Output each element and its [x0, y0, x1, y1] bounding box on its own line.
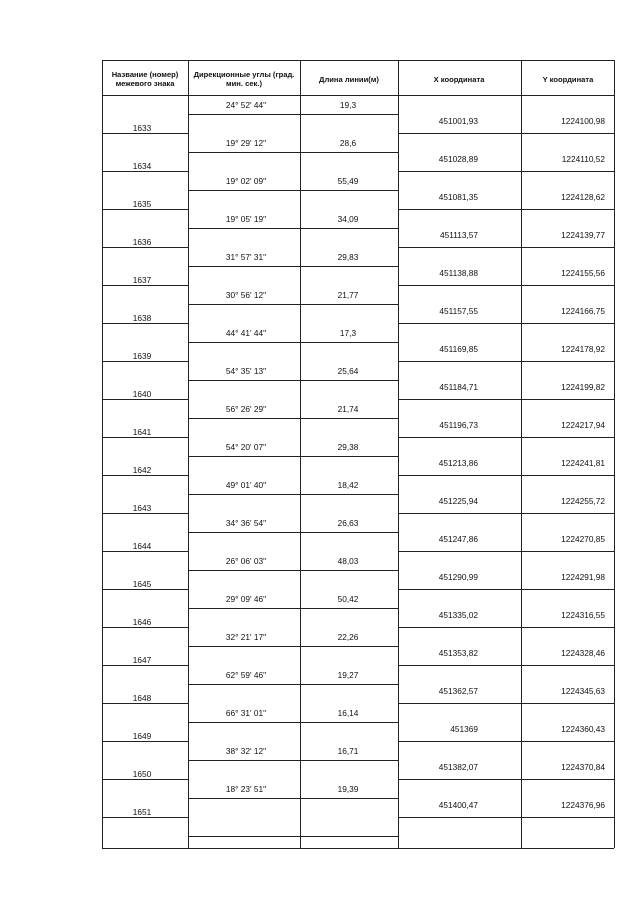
- name-row-divider: [102, 627, 188, 628]
- name-row-divider: [102, 285, 188, 286]
- line-angle: 54° 20' 07": [225, 442, 267, 452]
- xy-row-divider: [398, 513, 614, 514]
- point-y: 1224217,94: [561, 420, 605, 430]
- point-y: 1224376,96: [561, 800, 605, 810]
- header-angle: Дирекционные углы (град. мин. сек.): [193, 70, 295, 88]
- xy-row-divider: [398, 665, 614, 666]
- line-angle: 26° 06' 03": [225, 556, 267, 566]
- point-y: 1224139,77: [561, 230, 605, 240]
- name-row-divider: [102, 817, 188, 818]
- line-row-divider: [188, 646, 398, 647]
- line-length: 16,71: [337, 746, 359, 756]
- line-angle: 18° 23' 51": [225, 784, 267, 794]
- line-row-divider: [188, 266, 398, 267]
- line-row-divider: [188, 380, 398, 381]
- xy-row-divider: [398, 703, 614, 704]
- header-length: Длина линии(м): [319, 74, 379, 84]
- line-row-divider: [188, 304, 398, 305]
- line-angle: 38° 32' 12": [225, 746, 267, 756]
- name-row-divider: [102, 247, 188, 248]
- line-length: 22,26: [337, 632, 359, 642]
- point-y: 1224100,98: [561, 116, 605, 126]
- point-name: 1650: [132, 769, 152, 779]
- point-x: 451247,86: [438, 534, 478, 544]
- line-length: 21,74: [337, 404, 359, 414]
- line-length: 29,38: [337, 442, 359, 452]
- point-name: 1645: [132, 579, 152, 589]
- line-angle: 32° 21' 17": [225, 632, 267, 642]
- point-y: 1224370,84: [561, 762, 605, 772]
- line-angle: 29° 09' 46": [225, 594, 267, 604]
- point-x: 451081,35: [438, 192, 478, 202]
- line-length: 17,3: [339, 328, 357, 338]
- line-length: 19,3: [339, 100, 357, 110]
- line-row-divider: [188, 760, 398, 761]
- line-row-divider: [188, 798, 398, 799]
- xy-row-divider: [398, 285, 614, 286]
- xy-row-divider: [398, 627, 614, 628]
- line-length: 26,63: [337, 518, 359, 528]
- name-row-divider: [102, 475, 188, 476]
- point-y: 1224199,82: [561, 382, 605, 392]
- header-divider: [102, 95, 614, 96]
- header-y: Y координата: [542, 74, 594, 84]
- point-name: 1647: [132, 655, 152, 665]
- point-name: 1643: [132, 503, 152, 513]
- line-angle: 30° 56' 12": [225, 290, 267, 300]
- point-y: 1224328,46: [561, 648, 605, 658]
- line-angle: 66° 31' 01": [225, 708, 267, 718]
- point-name: 1637: [132, 275, 152, 285]
- point-y: 1224291,98: [561, 572, 605, 582]
- point-y: 1224316,55: [561, 610, 605, 620]
- point-x: 451382,07: [438, 762, 478, 772]
- line-row-divider: [188, 532, 398, 533]
- line-row-divider: [188, 608, 398, 609]
- line-length: 25,64: [337, 366, 359, 376]
- point-y: 1224255,72: [561, 496, 605, 506]
- name-row-divider: [102, 665, 188, 666]
- xy-row-divider: [398, 589, 614, 590]
- line-row-divider: [188, 570, 398, 571]
- column-border: [102, 60, 103, 848]
- name-row-divider: [102, 703, 188, 704]
- line-length: 21,77: [337, 290, 359, 300]
- point-x: 451196,73: [439, 420, 478, 430]
- point-y: 1224110,52: [561, 154, 605, 164]
- line-row-divider: [188, 418, 398, 419]
- point-x: 451369: [450, 724, 478, 734]
- point-x: 451335,02: [438, 610, 478, 620]
- point-name: 1633: [132, 123, 152, 133]
- point-x: 451213,86: [438, 458, 478, 468]
- line-angle: 44° 41' 44": [225, 328, 267, 338]
- line-angle: 19° 02' 09": [225, 176, 267, 186]
- xy-row-divider: [398, 247, 614, 248]
- line-row-divider: [188, 342, 398, 343]
- line-length: 28,6: [339, 138, 357, 148]
- line-row-divider: [188, 152, 398, 153]
- point-name: 1638: [132, 313, 152, 323]
- name-row-divider: [102, 133, 188, 134]
- name-row-divider: [102, 361, 188, 362]
- point-x: 451169,85: [439, 344, 478, 354]
- xy-row-divider: [398, 323, 614, 324]
- point-x: 451225,94: [438, 496, 478, 506]
- header-x: X координата: [433, 74, 485, 84]
- column-border: [398, 60, 399, 848]
- point-name: 1640: [132, 389, 152, 399]
- xy-row-divider: [398, 437, 614, 438]
- point-name: 1636: [132, 237, 152, 247]
- point-name: 1642: [132, 465, 152, 475]
- xy-row-divider: [398, 551, 614, 552]
- point-x: 451001,93: [438, 116, 478, 126]
- point-name: 1649: [132, 731, 152, 741]
- line-length: 19,39: [337, 784, 359, 794]
- point-y: 1224345,63: [561, 686, 605, 696]
- point-name: 1634: [132, 161, 152, 171]
- line-length: 55,49: [337, 176, 359, 186]
- line-length: 48,03: [337, 556, 359, 566]
- line-row-divider: [188, 114, 398, 115]
- table-border-top: [102, 60, 614, 61]
- line-length: 18,42: [337, 480, 359, 490]
- name-row-divider: [102, 779, 188, 780]
- line-row-divider: [188, 494, 398, 495]
- line-row-divider: [188, 228, 398, 229]
- point-y: 1224270,85: [561, 534, 605, 544]
- column-border: [521, 60, 522, 848]
- xy-row-divider: [398, 741, 614, 742]
- name-row-divider: [102, 209, 188, 210]
- point-x: 451157,55: [439, 306, 478, 316]
- xy-row-divider: [398, 171, 614, 172]
- table-border-bottom: [102, 848, 614, 849]
- point-name: 1635: [132, 199, 152, 209]
- line-row-divider: [188, 456, 398, 457]
- line-row-divider: [188, 722, 398, 723]
- line-length: 34,09: [337, 214, 359, 224]
- column-border: [188, 60, 189, 848]
- point-name: 1648: [132, 693, 152, 703]
- point-name: 1641: [132, 427, 152, 437]
- xy-row-divider: [398, 209, 614, 210]
- name-row-divider: [102, 437, 188, 438]
- point-x: 451290,99: [438, 572, 478, 582]
- name-row-divider: [102, 399, 188, 400]
- xy-row-divider: [398, 399, 614, 400]
- point-y: 1224178,92: [561, 344, 605, 354]
- point-x: 451138,88: [439, 268, 478, 278]
- point-x: 451362,57: [438, 686, 478, 696]
- point-name: 1639: [132, 351, 152, 361]
- name-row-divider: [102, 589, 188, 590]
- line-angle: 49° 01' 40": [225, 480, 267, 490]
- point-x: 451400,47: [438, 800, 478, 810]
- line-length: 50,42: [337, 594, 359, 604]
- line-length: 16,14: [337, 708, 359, 718]
- point-name: 1651: [132, 807, 152, 817]
- line-length: 19,27: [337, 670, 359, 680]
- xy-row-divider: [398, 475, 614, 476]
- point-y: 1224360,43: [561, 724, 605, 734]
- point-y: 1224166,75: [561, 306, 605, 316]
- point-name: 1644: [132, 541, 152, 551]
- point-y: 1224241,81: [561, 458, 605, 468]
- line-angle: 19° 29' 12": [225, 138, 267, 148]
- xy-row-divider: [398, 779, 614, 780]
- point-x: 451113,57: [440, 230, 478, 240]
- name-row-divider: [102, 513, 188, 514]
- line-angle: 31° 57' 31": [225, 252, 267, 262]
- column-border: [300, 60, 301, 848]
- xy-row-divider: [398, 361, 614, 362]
- line-angle: 24° 52' 44": [225, 100, 267, 110]
- name-row-divider: [102, 171, 188, 172]
- point-y: 1224128,62: [561, 192, 605, 202]
- line-angle: 56° 26' 29": [225, 404, 267, 414]
- line-angle: 54° 35' 13": [225, 366, 267, 376]
- name-row-divider: [102, 741, 188, 742]
- point-x: 451028,89: [438, 154, 478, 164]
- name-row-divider: [102, 323, 188, 324]
- line-angle: 62° 59' 46": [225, 670, 267, 680]
- line-angle: 34° 36' 54": [225, 518, 267, 528]
- line-angle: 19° 05' 19": [225, 214, 267, 224]
- line-row-divider: [188, 190, 398, 191]
- xy-row-divider: [398, 817, 614, 818]
- header-name: Название (номер) межевого знака: [111, 70, 179, 88]
- line-row-divider: [188, 836, 398, 837]
- xy-row-divider: [398, 133, 614, 134]
- point-y: 1224155,56: [561, 268, 605, 278]
- column-border: [614, 60, 615, 848]
- name-row-divider: [102, 551, 188, 552]
- line-length: 29,83: [337, 252, 359, 262]
- point-x: 451353,82: [438, 648, 478, 658]
- point-name: 1646: [132, 617, 152, 627]
- line-row-divider: [188, 684, 398, 685]
- point-x: 451184,71: [439, 382, 478, 392]
